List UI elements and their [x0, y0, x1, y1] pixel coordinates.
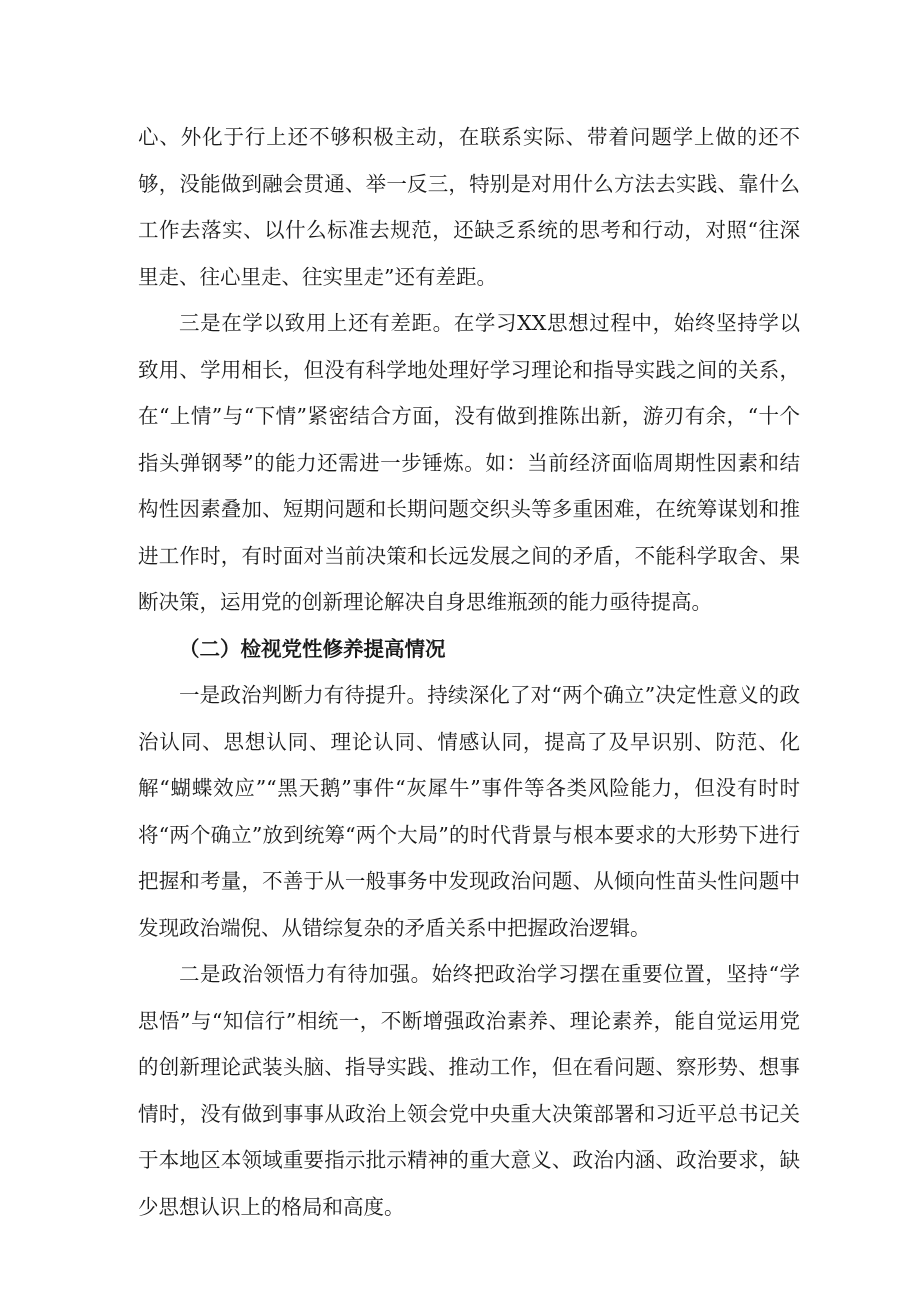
paragraph-continuation: 心、外化于行上还不够积极主动，在联系实际、带着问题学上做的还不够，没能做到融会贯通、举一反三，特别是对用什么方法去实践、靠什么工作去落实、以什么标准去规范，还缺乏系统的思考和行动，对照“往深里走、往心里走、往实里走”还有差距。: [138, 125, 800, 289]
document-page: [138, 114, 800, 1230]
paragraph-point-three: 三是在学以致用上还有差距。在学习XX思想过程中，始终坚持学以致用、学用相长，但没有科学地处理好学习理论和指导实践之间的关系，在“上情”与“下情”紧密结合方面，没有做到推陈出新，游刃有余，“十个指头弹钢琴”的能力还需进一步锤炼。如：当前经济面临周期性因素和结构性因素叠加、短期问题和长期问题交织头等多重困难，在统筹谋划和推进工作时，有时面对当前决策和长远发展之间的矛盾，不能科学取舍、果断决策，运用党的创新理论解决自身思维瓶颈的能力亟待提高。: [138, 311, 800, 614]
paragraph-point-two: 二是政治领悟力有待加强。始终把政治学习摆在重要位置，坚持“学思悟”与“知信行”相统一，不断增强政治素养、理论素养，能自觉运用党的创新理论武装头脑、指导实践、推动工作，但在看问题、察形势、想事情时，没有做到事事从政治上领会党中央重大决策部署和习近平总书记关于本地区本领域重要指示批示精神的重大意义、政治内涵、政治要求，缺少思想认识上的格局和高度。: [138, 962, 800, 1219]
paragraph-point-one: 一是政治判断力有待提升。持续深化了对“两个确立”决定性意义的政治认同、思想认同、理论认同、情感认同，提高了及早识别、防范、化解“蝴蝶效应”“黑天鹅”事件“灰犀牛”事件等各类风险能力，但没有时时将“两个确立”放到统筹“两个大局”的时代背景与根本要求的大形势下进行把握和考量，不善于从一般事务中发现政治问题、从倾向性苗头性问题中发现政治端倪、从错综复杂的矛盾关系中把握政治逻辑。: [138, 683, 800, 940]
section-heading: （二）检视党性修养提高情况: [179, 636, 446, 661]
